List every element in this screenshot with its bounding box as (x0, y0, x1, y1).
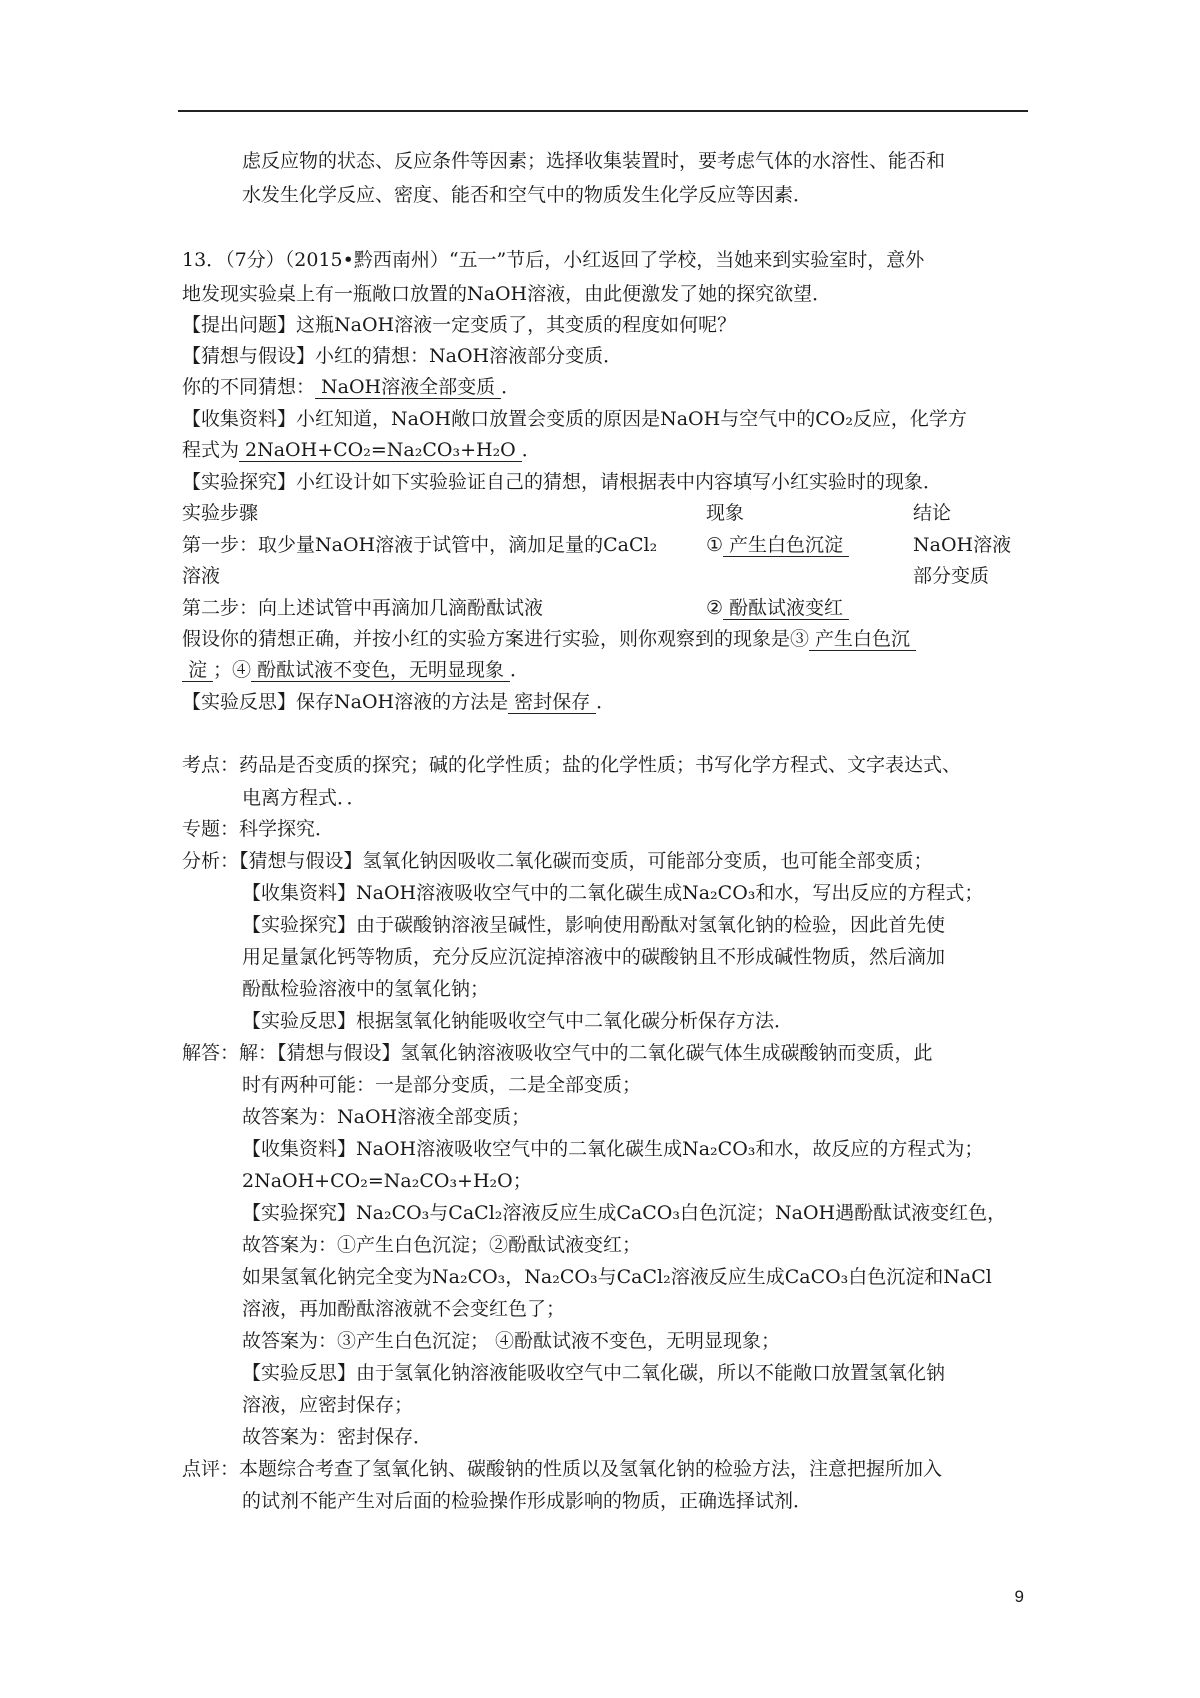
analysis-jieda-line: 【实验探究】Na₂CO₃与CaCl₂溶液反应生成CaCO₃白色沉淀；NaOH遇酚酞试液变红色， (242, 1202, 1007, 1224)
analysis-jieda-line: 故答案为：①产生白色沉淀；②酚酞试液变红； (242, 1234, 642, 1256)
question-reflect (182, 689, 615, 715)
label: ；④ (213, 659, 252, 681)
analysis-jieda: 解答：解：【猜想与假设】氢氧化钠溶液吸收空气中的二氧化碳气体生成碳酸钠而变质，此 (182, 1042, 933, 1064)
label: 【实验反思】保存NaOH溶液的方法是 (182, 691, 509, 713)
table-header-phenomenon: 现象 (706, 502, 745, 524)
answer-blank: 产生白色沉淀 (723, 534, 849, 557)
answer-blank: 酚酞试液不变色，无明显现象 (251, 659, 510, 682)
page-number: 9 (1014, 1587, 1024, 1606)
punct: ． (596, 691, 616, 713)
analysis-dianping: 点评：本题综合考查了氢氧化钠、碳酸钠的性质以及氢氧化钠的检验方法，注意把握所加入 (182, 1458, 943, 1480)
table-conclusion-cont: 部分变质 (913, 565, 990, 587)
question-collect-equation (182, 437, 541, 463)
analysis-jieda-line: 溶液，应密封保存； (242, 1394, 414, 1416)
table-header-step: 实验步骤 (182, 502, 259, 524)
analysis-dianping-line: 的试剂不能产生对后面的检验操作形成影响的物质，正确选择试剂． (242, 1490, 813, 1512)
answer-blank: NaOH溶液全部变质 (315, 376, 501, 399)
analysis-kaodian-cont: 电离方程式．． (242, 787, 366, 809)
question-assume-cont (182, 657, 529, 683)
table-step-1-cont: 溶液 (182, 565, 221, 587)
analysis-jieda-line: 【收集资料】NaOH溶液吸收空气中的二氧化碳生成Na₂CO₃和水，故反应的方程式为； (242, 1138, 984, 1160)
question-ask: 【提出问题】这瓶NaOH溶液一定变质了，其变质的程度如何呢？ (182, 314, 737, 336)
text-line: 虑反应物的状态、反应条件等因素；选择收集装置时，要考虑气体的水溶性、能否和 (242, 150, 946, 172)
analysis-jieda-line: 故答案为：NaOH溶液全部变质； (242, 1106, 531, 1128)
question-assume (182, 626, 916, 652)
analysis-fenxi-line: 【收集资料】NaOH溶液吸收空气中的二氧化碳生成Na₂CO₃和水，写出反应的方程式； (242, 882, 984, 904)
table-phenomenon-2 (706, 595, 849, 621)
analysis-fenxi-line: 【实验探究】由于碳酸钠溶液呈碱性，影响使用酚酞对氢氧化钠的检验，因此首先使 (242, 914, 946, 936)
question-heading: 地发现实验桌上有一瓶敞口放置的NaOH溶液，由此便激发了她的探究欲望． (182, 283, 832, 305)
answer-blank: 酚酞试液变红 (723, 597, 849, 620)
marker: ② (706, 597, 724, 619)
analysis-jieda-line: 如果氢氧化钠完全变为Na₂CO₃，Na₂CO₃与CaCl₂溶液反应生成CaCO₃白色沉淀和NaCl (242, 1266, 992, 1288)
analysis-fenxi-line: 酚酞检验溶液中的氢氧化钠； (242, 978, 490, 1000)
analysis-jieda-line: 时有两种可能：一是部分变质，二是全部变质； (242, 1074, 642, 1096)
analysis-fenxi-line: 【实验反思】根据氢氧化钠能吸收空气中二氧化碳分析保存方法． (242, 1010, 794, 1032)
table-phenomenon-1 (706, 532, 849, 558)
answer-blank: 淀 (182, 659, 213, 682)
question-different-guess (182, 374, 520, 400)
table-step-2: 第二步：向上述试管中再滴加几滴酚酞试液 (182, 597, 544, 619)
punct: ． (501, 376, 521, 398)
table-conclusion: NaOH溶液 (913, 534, 1012, 556)
label: 你的不同猜想： (182, 376, 316, 398)
analysis-jieda-line: 【实验反思】由于氢氧化钠溶液能吸收空气中二氧化碳，所以不能敞口放置氢氧化钠 (242, 1362, 946, 1384)
answer-blank: 密封保存 (508, 691, 596, 714)
label: 假设你的猜想正确，并按小红的实验方案进行实验，则你观察到的现象是③ (182, 628, 810, 650)
label: 程式为 (182, 439, 240, 461)
analysis-fenxi-line: 用足量氯化钙等物质，充分反应沉淀掉溶液中的碳酸钠且不形成碱性物质，然后滴加 (242, 946, 946, 968)
punct: ． (521, 439, 541, 461)
analysis-jieda-line: 故答案为：③产生白色沉淀； ④酚酞试液不变色，无明显现象； (242, 1330, 781, 1352)
answer-blank: 产生白色沉 (809, 628, 916, 651)
table-header-conclusion: 结论 (913, 502, 952, 524)
analysis-kaodian: 考点：药品是否变质的探究；碱的化学性质；盐的化学性质；书写化学方程式、文字表达式、 (182, 754, 962, 776)
punct: ． (510, 659, 530, 681)
analysis-jieda-line: 故答案为：密封保存． (242, 1426, 433, 1448)
question-guess: 【猜想与假设】小红的猜想：NaOH溶液部分变质． (182, 345, 623, 367)
table-step-1: 第一步：取少量NaOH溶液于试管中，滴加足量的CaCl₂ (182, 534, 658, 556)
answer-blank: 2NaOH+CO₂=Na₂CO₃+H₂O (239, 439, 522, 462)
analysis-jieda-line: 溶液，再加酚酞溶液就不会变红色了； (242, 1298, 566, 1320)
text-line: 水发生化学反应、密度、能否和空气中的物质发生化学反应等因素． (242, 184, 813, 206)
question-collect: 【收集资料】小红知道，NaOH敞口放置会变质的原因是NaOH与空气中的CO₂反应，化学方 (182, 408, 967, 430)
question-heading: 13．（7分）（2015•黔西南州）“五一”节后，小红返回了学校，当她来到实验室时，意外 (182, 249, 925, 271)
marker: ① (706, 534, 724, 556)
question-explore: 【实验探究】小红设计如下实验验证自己的猜想，请根据表中内容填写小红实验时的现象． (182, 471, 943, 493)
analysis-jieda-line: 2NaOH+CO₂=Na₂CO₃+H₂O； (242, 1170, 532, 1192)
analysis-zhuanti: 专题：科学探究． (182, 818, 335, 840)
header-rule (178, 110, 1028, 112)
analysis-fenxi: 分析：【猜想与假设】氢氧化钠因吸收二氧化碳而变质，可能部分变质，也可能全部变质； (182, 850, 933, 872)
